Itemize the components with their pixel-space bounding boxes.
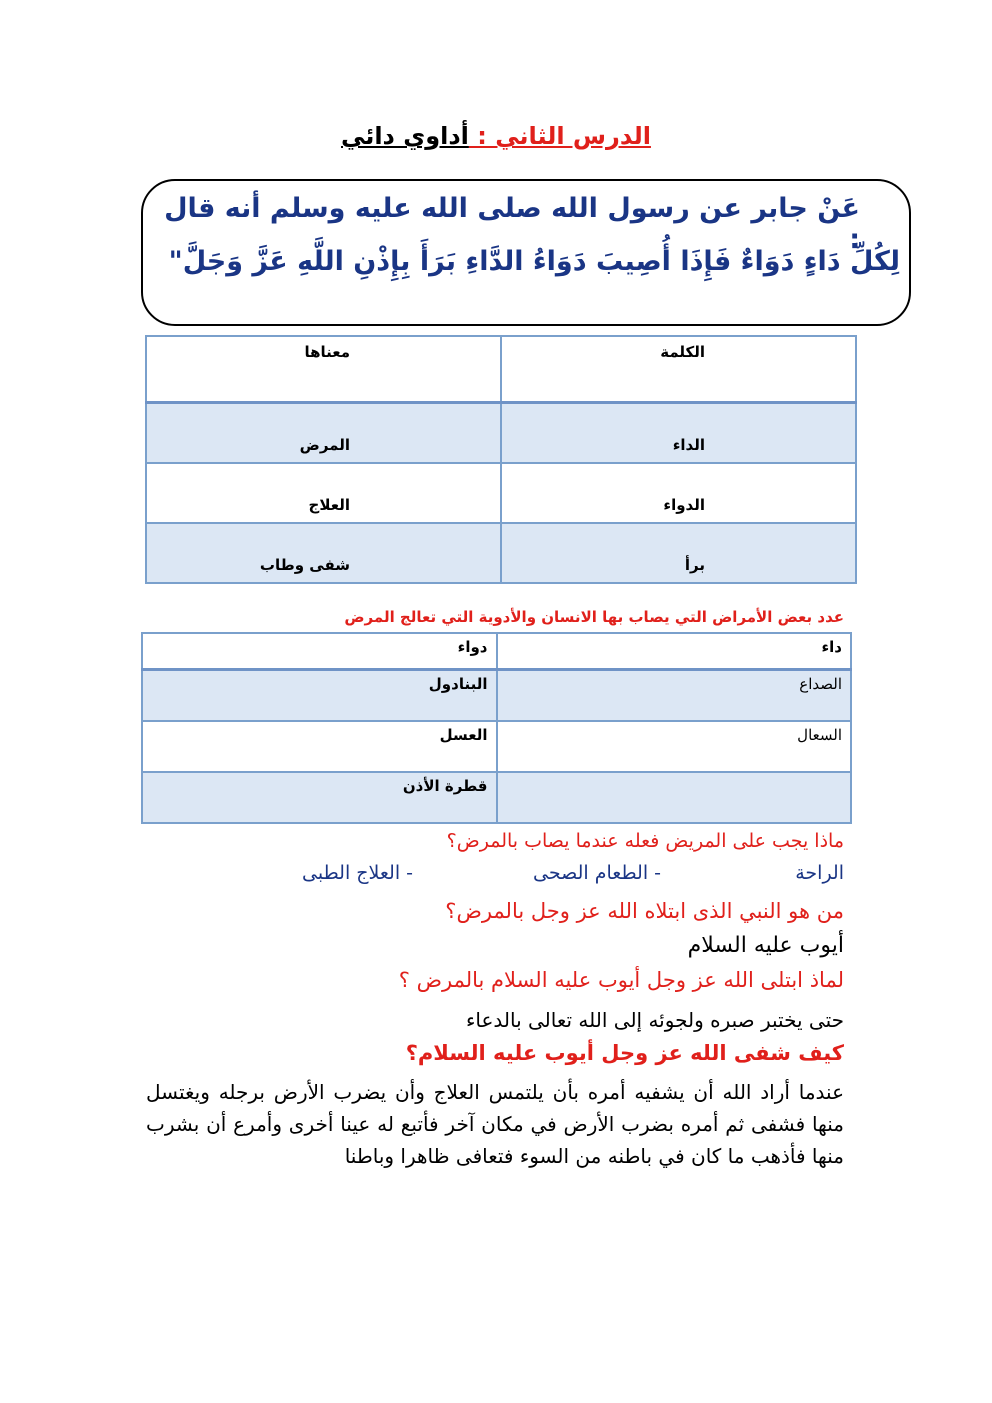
answer-4: عندما أراد الله أن يشفيه أمره بأن يلتمس العلاج وأن يضرب الأرض برجله ويغتسل منها فشفى ثم أمره بضرب الأرض في مكان آخر فأتبع له عينا أخرى وأمرع أن بشرب منها فأذهب ما كان في باطنه من السوء فتعافى ظاهرا وباطنا bbox=[146, 1080, 844, 1168]
answer-3: حتى يختبر صبره ولجوئه إلى الله تعالى بالدعاء bbox=[465, 1008, 844, 1032]
vocab-word: برأ bbox=[501, 523, 856, 583]
disease-cell bbox=[497, 772, 852, 823]
table-row bbox=[146, 463, 856, 523]
medicine-cell: البنادول bbox=[142, 670, 497, 722]
vocab-meaning: المرض bbox=[146, 403, 501, 464]
vocab-word: الدواء bbox=[501, 463, 856, 523]
header-disease: داء bbox=[497, 633, 852, 670]
vocab-meaning: العلاج bbox=[146, 463, 501, 523]
question-4: كيف شفى الله عز وجل أيوب عليه السلام؟ bbox=[405, 1041, 844, 1065]
page-title bbox=[0, 122, 992, 150]
table-row bbox=[142, 670, 851, 722]
answer-1-item: - الطعام الصحى bbox=[533, 862, 661, 884]
answer-1-item: الراحة bbox=[795, 862, 844, 884]
title-lesson-number: الدرس الثاني : bbox=[468, 122, 651, 150]
question-3: لماذ ابتلى الله عز وجل أيوب عليه السلام بالمرض ؟ bbox=[398, 968, 844, 992]
disease-cell: السعال bbox=[497, 721, 852, 772]
table-row bbox=[142, 772, 851, 823]
question-1: ماذا يجب على المريض فعله عندما يصاب بالمرض؟ bbox=[446, 830, 844, 852]
header-meaning: معناها bbox=[146, 336, 501, 403]
vocab-word: الداء bbox=[501, 403, 856, 464]
medicine-cell: قطرة الأذن bbox=[142, 772, 497, 823]
header-word: الكلمة bbox=[501, 336, 856, 403]
medicine-cell: العسل bbox=[142, 721, 497, 772]
table-row bbox=[142, 721, 851, 772]
disease-cell: الصداع bbox=[497, 670, 852, 722]
question-2: من هو النبي الذى ابتلاه الله عز وجل بالمرض؟ bbox=[445, 899, 844, 923]
table-row bbox=[146, 523, 856, 583]
title-lesson-name: أداوي دائي bbox=[341, 122, 469, 150]
hadith-intro: عَنْ جابر عن رسول الله صلى الله عليه وسلم أنه قال : bbox=[164, 193, 860, 255]
table-header-row bbox=[146, 336, 856, 403]
table-header-row bbox=[142, 633, 851, 670]
diseases-heading: عدد بعض الأمراض التي يصاب بها الانسان والأدوية التي تعالج المرض bbox=[344, 608, 844, 626]
answer-2: أيوب عليه السلام bbox=[687, 933, 844, 958]
table-row bbox=[146, 403, 856, 464]
answer-1-item: - العلاج الطبى bbox=[302, 862, 413, 884]
diseases-table bbox=[141, 632, 852, 824]
vocab-table bbox=[145, 335, 857, 584]
header-medicine: دواء bbox=[142, 633, 497, 670]
vocab-meaning: شفى وطاب bbox=[146, 523, 501, 583]
hadith-text: لِكُلِّ دَاءٍ دَوَاءٌ فَإِذَا أُصِيبَ دَوَاءُ الدَّاءِ بَرَأَ بِإِذْنِ اللَّهِ عَزَّ وَجَلَّ" bbox=[168, 246, 900, 277]
